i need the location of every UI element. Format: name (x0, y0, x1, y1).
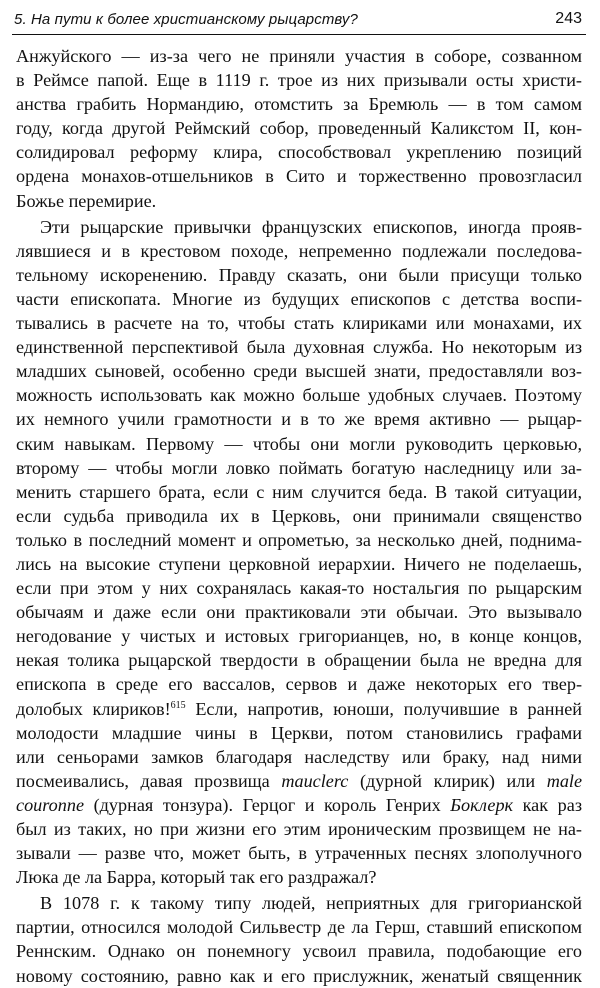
text-line: негодование у чистых и истовых григорианцев, но, в конце концов, (16, 626, 582, 647)
text-line: второму — чтобы могли ловко поймать богатую наследницу или за- (16, 457, 582, 478)
text-line: тельному искоренению. Правду сказать, они были присущи только (16, 264, 582, 285)
text-line: менить старшего брата, если с ним случится беда. В такой ситуации, (16, 481, 582, 502)
text-line: младших сыновей, особенно среди высшей знати, предоставляли воз- (16, 361, 582, 382)
text-line: В 1078 г. к такому типу людей, неприятных для григорианской (40, 893, 582, 914)
latin-term: couronne (16, 794, 85, 815)
text-line: молодости младшие чины в Церкви, потом становились графами (16, 722, 582, 743)
text-line: году, когда другой Реймский собор, проведенный Каликстом II, кон- (16, 118, 582, 139)
text-line: части епископата. Многие из будущих епископов с детства воспи- (16, 288, 582, 309)
text-line: если судьба приводила их в Церковь, они принимали священство (16, 505, 582, 526)
text-fragment: долобых клириков! (16, 698, 171, 719)
text-line (16, 769, 582, 793)
text-line: Реннским. Однако он понемногу усвоил правила, подобающие его (16, 941, 582, 962)
text-line: лявшиеся и в крестовом походе, непременно подлежали последова- (16, 240, 582, 261)
footnote-marker: 615 (170, 699, 186, 711)
text-line: в Реймсе папой. Еще в 1119 г. трое из них призывали осты христи- (16, 70, 582, 91)
text-line: их немного учили грамотности и в то же время активно — рыцар- (16, 409, 582, 430)
text-fragment: Если, напротив, юноши, получившие в ранней (195, 698, 582, 719)
text-line: некая толика рыцарской твердости в обращении была не вредна для (16, 650, 582, 671)
latin-term: male (546, 770, 583, 791)
text-line: обычаям и даже если они практиковали эти обычаи. Это вызывало (16, 602, 582, 623)
text-fragment: как раз (522, 794, 583, 815)
running-title: 5. На пути к более христианскому рыцарству? (14, 11, 358, 28)
paragraph (16, 891, 582, 987)
text-line: Божье перемирие. (16, 190, 157, 211)
text-line: можность использовать как можно больше удобных случаев. Поэтому (16, 385, 582, 406)
text-line: ордена монахов-отшельников в Сито и торжественно провозгласил (16, 166, 582, 187)
text-line (16, 793, 582, 817)
text-line: ским навыкам. Первому — чтобы они могли руководить церковью, (16, 433, 582, 454)
text-line: единственной перспективой была духовная служба. Но некоторым из (16, 337, 582, 358)
text-line: был из таких, но при жизни его этим ироническим прозвищем не на- (16, 819, 582, 839)
text-line: лись на высокие ступени церковной иерархии. Ничего не поделаешь, (16, 553, 582, 574)
text-line: партии, относился молодой Сильвестр де ла Герш, ставший епископом (16, 917, 582, 938)
latin-term: mauclerc (281, 770, 349, 791)
text-line: Эти рыцарские привычки французских епископов, иногда прояв- (40, 216, 582, 237)
text-fragment: посмеивались, давая прозвища (16, 770, 270, 791)
text-line: епископа в среде его вассалов, сервов и даже некоторых его твер- (16, 674, 582, 695)
text-fragment: (дурная тонзура). Герцог и король Генрих (93, 794, 441, 815)
text-line: если при этом у них сохранялась какая-то ностальгия по рыцарским (16, 578, 582, 599)
text-line: зывали — разве что, может быть, в утраченных песнях злополучного (16, 843, 582, 864)
text-line (16, 697, 582, 721)
text-line: или сеньорами замков благодаря наследству или браку, над ними (16, 746, 582, 767)
text-fragment: (дурной клирик) или (359, 770, 536, 791)
text-line: тывались в расчете на то, чтобы стать клириками или монахами, их (16, 313, 582, 334)
paragraph (16, 215, 582, 890)
text-line: Люка де ла Барра, который так его раздражал? (16, 867, 377, 888)
page-number: 243 (555, 10, 582, 27)
text-line: только в последний момент и опрометью, за несколько дней, поднима- (16, 529, 582, 550)
nickname-term: Боклерк (450, 794, 514, 815)
text-line: солидировал реформу клира, способствовал укреплению позиций (16, 142, 582, 163)
text-line: анства грабить Нормандию, отомстить за Бремюль — в том самом (16, 94, 582, 115)
running-header (12, 8, 586, 35)
text-line: новому состоянию, равно как и его прислужник, женатый священник (16, 965, 582, 986)
text-line: Анжуйского — из-за чего не приняли участия в соборе, созванном (16, 46, 582, 66)
body-text (16, 44, 582, 988)
paragraph (16, 44, 582, 213)
